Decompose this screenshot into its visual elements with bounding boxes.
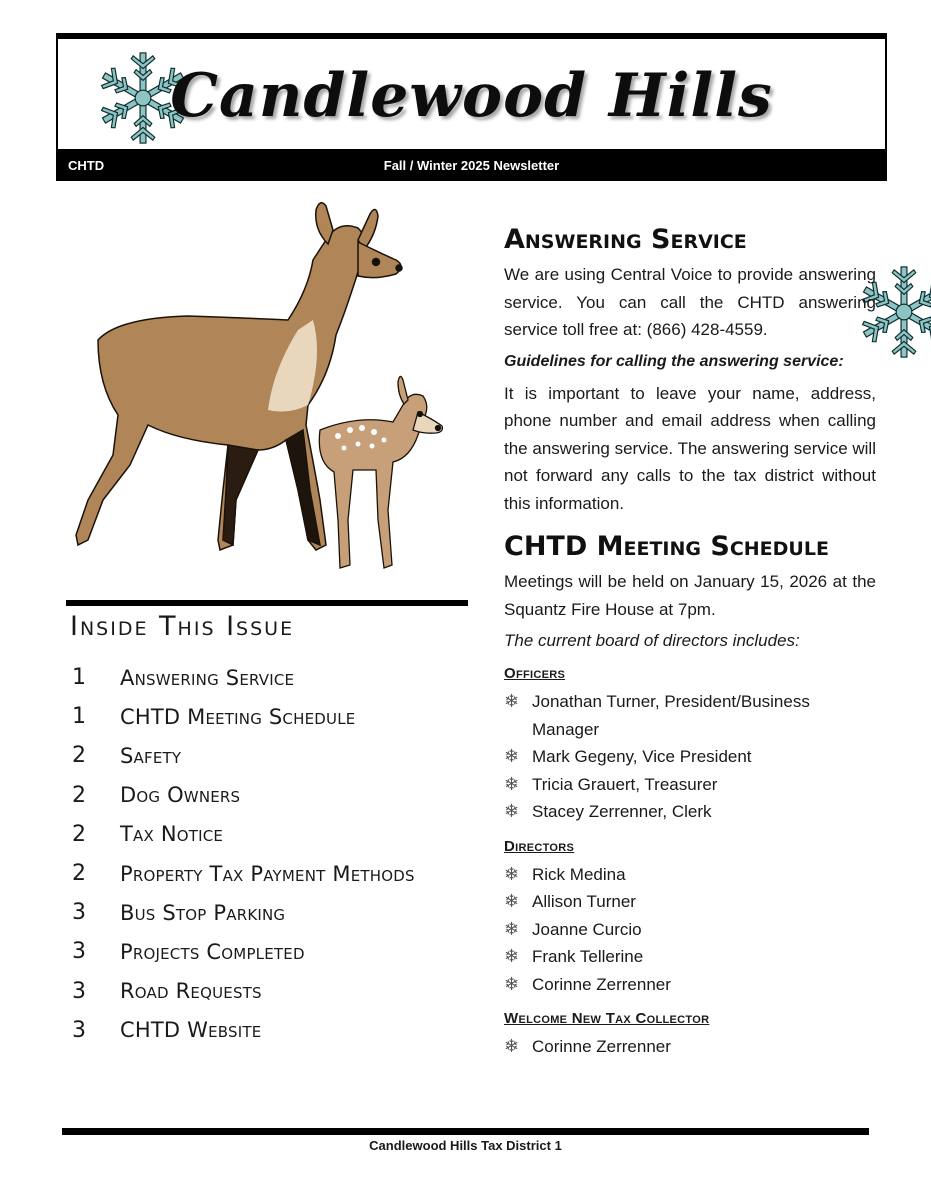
- snowflake-bullet-icon: ❄: [504, 773, 520, 794]
- toc-page: 3: [72, 939, 86, 965]
- toc-label: Bus Stop Parking: [120, 900, 286, 925]
- right-column: [504, 224, 876, 1061]
- footer-text: Candlewood Hills Tax District 1: [369, 1138, 562, 1153]
- officers-list: [504, 688, 876, 826]
- list-item: ❄ Stacey Zerrenner, Clerk: [504, 798, 876, 826]
- meeting-heading: CHTD Meeting Schedule: [504, 531, 829, 562]
- inside-rule: [66, 600, 468, 606]
- toc-page: 1: [72, 665, 86, 691]
- snowflake-bullet-icon: ❄: [504, 973, 520, 994]
- snowflake-bullet-icon: ❄: [504, 691, 520, 711]
- toc-item[interactable]: [72, 697, 468, 736]
- snowflake-bullet-icon: ❄: [504, 801, 520, 821]
- newsletter-title: Candlewood Hills: [170, 61, 773, 131]
- snowflake-bullet-icon: ❄: [504, 1036, 520, 1056]
- toc-label: CHTD Website: [120, 1018, 262, 1043]
- toc-item[interactable]: [72, 736, 468, 775]
- list-item: ❄ Joanne Curcio: [504, 916, 876, 944]
- snowflake-bullet-icon: ❄: [504, 918, 520, 939]
- list-item: ❄ Mark Gegeny, Vice President: [504, 743, 876, 771]
- guidelines-heading: Guidelines for calling the answering service:: [504, 352, 844, 370]
- list-item: ❄ Allison Turner: [504, 888, 876, 916]
- toc-page: 3: [72, 900, 86, 926]
- toc-label: Answering Service: [120, 665, 295, 690]
- directors-heading: Directors: [504, 837, 575, 855]
- toc-label: Projects Completed: [120, 939, 305, 964]
- answering-heading: Answering Service: [504, 224, 747, 255]
- toc-item[interactable]: [72, 932, 468, 971]
- meeting-text: Meetings will be held on January 15, 2026 at the Squantz Fire House at 7pm.: [504, 572, 876, 619]
- list-item: ❄ Corinne Zerrenner: [504, 971, 876, 999]
- toc-label: Tax Notice: [120, 822, 224, 847]
- masthead-bar: [56, 149, 887, 181]
- toc-page: 3: [72, 978, 86, 1004]
- toc-page: 2: [72, 861, 86, 887]
- officers-heading: Officers: [504, 665, 566, 682]
- toc-page: 2: [72, 821, 86, 847]
- list-item: ❄ Rick Medina: [504, 861, 876, 889]
- list-item: ❄ Tricia Grauert, Treasurer: [504, 771, 876, 799]
- directors-list: [504, 861, 876, 999]
- snowflake-bullet-icon: ❄: [504, 946, 520, 966]
- title-area: [56, 39, 887, 149]
- snowflake-bullet-icon: ❄: [504, 746, 520, 766]
- toc-page: 1: [72, 704, 86, 730]
- toc-item[interactable]: [72, 972, 468, 1011]
- footer-rule: [62, 1128, 869, 1135]
- toc-label: Dog Owners: [120, 783, 241, 808]
- doe: [76, 203, 402, 550]
- board-intro: The current board of directors includes:: [504, 631, 800, 650]
- toc-label: CHTD Meeting Schedule: [120, 704, 356, 729]
- toc-page: 2: [72, 782, 86, 808]
- collector-list: [504, 1033, 876, 1061]
- list-item: ❄ Corinne Zerrenner: [504, 1033, 876, 1061]
- snowflake-bullet-icon: ❄: [504, 891, 520, 911]
- list-item: ❄ Jonathan Turner, President/Business Manager: [504, 688, 876, 743]
- toc-item[interactable]: [72, 1011, 468, 1050]
- snowflake-bullet-icon: ❄: [504, 863, 520, 884]
- toc-item[interactable]: [72, 815, 468, 854]
- collector-heading: Welcome New Tax Collector: [504, 1010, 710, 1027]
- org-abbrev: CHTD: [68, 158, 105, 173]
- guidelines-text: It is important to leave your name, address, phone number and email address when calling the answering service. The answering service will not forward any calls to the tax district without this information.: [504, 383, 876, 513]
- answering-intro: We are using Central Voice to provide answering service. You can call the CHTD answering service toll free at: (866) 428-4559.: [504, 265, 876, 339]
- toc-page: 2: [72, 743, 86, 769]
- toc-label: Property Tax Payment Methods: [120, 861, 415, 886]
- deer-illustration: [58, 200, 458, 580]
- toc-label: Road Requests: [120, 979, 262, 1004]
- toc-item[interactable]: [72, 854, 468, 893]
- toc-page: 3: [72, 1017, 86, 1043]
- toc-item[interactable]: [72, 776, 468, 815]
- toc-list: [72, 658, 468, 1050]
- masthead: [56, 33, 887, 181]
- list-item: ❄ Frank Tellerine: [504, 943, 876, 971]
- toc-label: Safety: [120, 743, 182, 768]
- fawn: [319, 376, 442, 568]
- issue-label: Fall / Winter 2025 Newsletter: [383, 158, 560, 173]
- toc-item[interactable]: [72, 893, 468, 932]
- toc-item[interactable]: [72, 658, 468, 697]
- inside-heading: Inside This Issue: [70, 611, 295, 642]
